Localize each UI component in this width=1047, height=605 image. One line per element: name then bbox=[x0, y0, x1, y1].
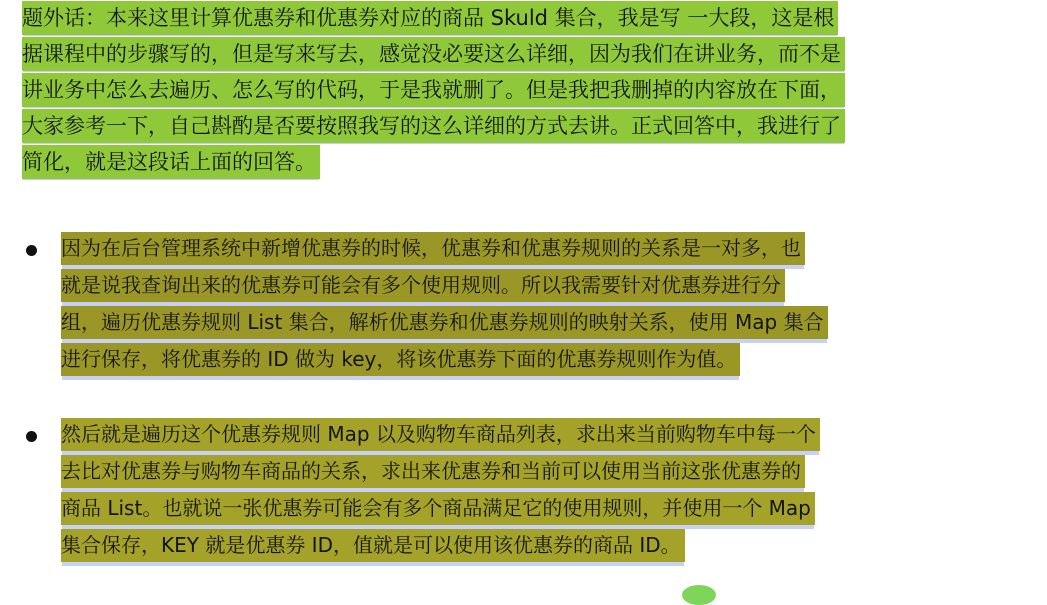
list-item-line: 进行保存，将优惠券的 ID 做为 key，将该优惠券下面的优惠券规则作为值。 bbox=[61, 343, 828, 380]
list-item-text bbox=[61, 418, 820, 566]
list-item-line: 组，遍历优惠券规则 List 集合，解析优惠券和优惠券规则的映射关系，使用 Map 集合 bbox=[61, 306, 828, 343]
bullet-dot-icon bbox=[26, 431, 37, 442]
intro-line: 简化，就是这段话上面的回答。 bbox=[22, 144, 1042, 180]
decorative-blob bbox=[682, 585, 716, 605]
list-item-line: 去比对优惠券与购物车商品的关系，求出来优惠券和当前可以使用当前这张优惠券的 bbox=[61, 455, 820, 492]
list-item-line: 就是说我查询出来的优惠券可能会有多个使用规则。所以我需要针对优惠券进行分 bbox=[61, 269, 828, 306]
intro-line: 据课程中的步骤写的，但是写来写去，感觉没必要这么详细，因为我们在讲业务，而不是 bbox=[22, 36, 1042, 72]
list-item-line: 因为在后台管理系统中新增优惠券的时候，优惠券和优惠券规则的关系是一对多，也 bbox=[61, 232, 828, 269]
intro-paragraph bbox=[22, 0, 1042, 180]
intro-line: 讲业务中怎么去遍历、怎么写的代码，于是我就删了。但是我把我删掉的内容放在下面， bbox=[22, 72, 1042, 108]
bullet-dot-icon bbox=[26, 245, 37, 256]
list-item-line: 然后就是遍历这个优惠券规则 Map 以及购物车商品列表，求出来当前购物车中每一个 bbox=[61, 418, 820, 455]
intro-line: 题外话：本来这里计算优惠券和优惠券对应的商品 Skuld 集合，我是写 一大段，这是根 bbox=[22, 0, 1042, 36]
list-item-line: 集合保存，KEY 就是优惠券 ID，值就是可以使用该优惠券的商品 ID。 bbox=[61, 529, 820, 566]
intro-line: 大家参考一下，自己斟酌是否要按照我写的这么详细的方式去讲。正式回答中，我进行了 bbox=[22, 108, 1042, 144]
list-item-text bbox=[61, 232, 828, 380]
list-item-line: 商品 List。也就说一张优惠券可能会有多个商品满足它的使用规则，并使用一个 Map bbox=[61, 492, 820, 529]
